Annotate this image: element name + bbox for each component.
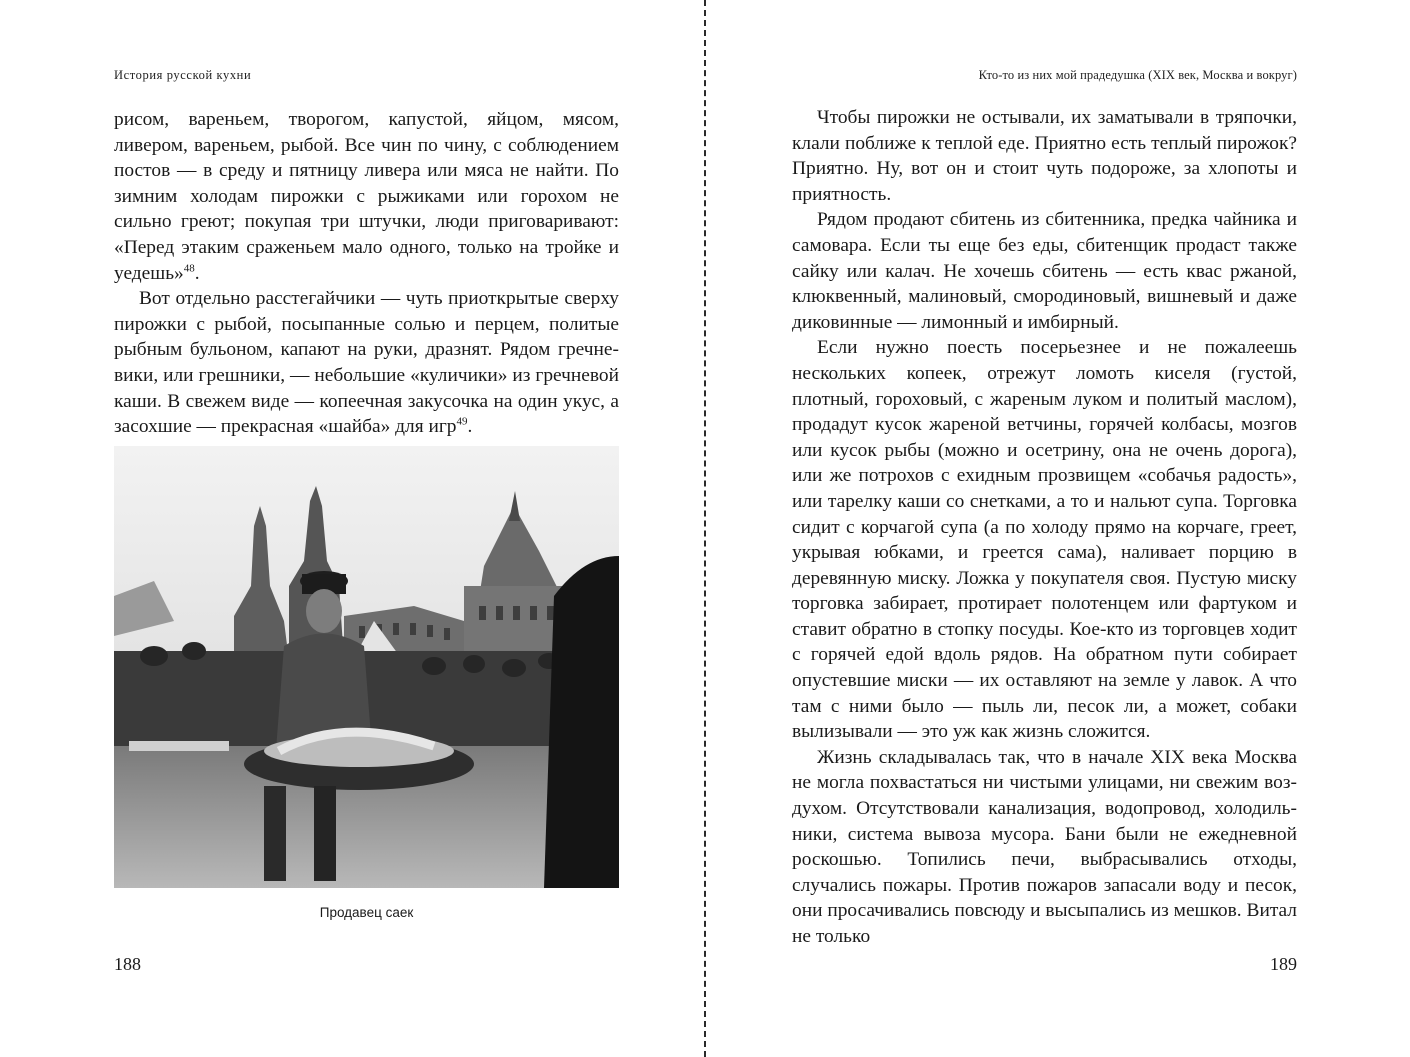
running-head-left: История русской кухни — [114, 68, 252, 82]
footnote-ref-49[interactable]: 49 — [456, 415, 468, 428]
photo-caption: Продавец саек — [319, 905, 414, 920]
market-vendor-photo — [114, 446, 619, 888]
paragraph-1: рисом, вареньем, творогом, капустой, яйцом, мясом, ливером, вареньем, рыбой. Все чин по чину, с соблюдением постов — в среду и пятницу ливера или мяса не найти. По зимним холодам пирожки с рыжиками или горохом не сильно греют; покупая три штучки, люди приговаривают: «Перед этаким сраженьем мало одного, только на тройке и уедешь»$^{48}$. — [114, 109, 619, 284]
paragraph-1: Чтобы пирожки не остывали, их заматывали в тряпочки, клали поближе к теплой еде. Приятно есть теплый пирожок? Приятно. Ну, вот он и стоит чуть подороже, за хлопоты и приятность. — [792, 107, 1297, 205]
page-number-left: 188 — [114, 954, 141, 974]
footnote-ref-48[interactable]: 48 — [183, 262, 195, 275]
right-page — [792, 0, 1297, 1057]
page-number-right: 189 — [1270, 954, 1297, 974]
right-body-text — [792, 105, 1297, 950]
photo-illustration — [114, 446, 619, 888]
paragraph-3: Если нужно поесть посерьезнее и не пожалеешь нескольких копеек, отрежут ломоть киселя (густой, плотный, гороховый, с жареным луком и политый маслом), продадут кусок жареной ветчины, горячей колбасы, мозгов или кусок рыбы (можно и осетрину, она не очень дорога), или же потрохов с ехидным прозвищем «собачья радость», или тарелку каши со снетками, а то и нальют супа. Торговка сидит с корчагой супа (а по холоду прямо на корчаге, греет, укрывая юбками, и греется сама), наливает порцию в деревянную миску. Ложка у покупателя своя. Пустую миску торговка забирает, протирает полотенцем или фартуком и ставит обратно в стопку посуды. Кое-кто из торговцев ходит с горячей едой вдоль рядов. На обратном пути собирает опустевшие миски — их оставляют на земле у лавок. А что там с ними было — пыль ли, песок ли, а может, собаки вылизывали — это уж как жизнь сложится. — [792, 337, 1297, 743]
page-divider — [704, 0, 706, 1057]
left-body-text — [114, 107, 619, 440]
running-head-right: Кто-то из них мой прадедушка (XIX век, Москва и вокруг) — [978, 68, 1297, 82]
left-page — [114, 0, 619, 1057]
paragraph-2: Вот отдельно расстегайчики — чуть приоткрытые сверху пирожки с рыбой, посыпанные солью и перцем, политые рыбным бульоном, капают на руки, дразнят. Рядом гречневики, или грешники, — небольшие «куличики» из гречневой каши. В свежем виде — копеечная закусочка на один укус, а засохшие — прекрасная «шайба» для игр$^{49}$. — [114, 288, 619, 438]
paragraph-4: Жизнь складывалась так, что в начале XIX века Москва не могла похвастаться ни чистыми улицами, ни свежим воздухом. Отсутствовали канализация, водопровод, холодильники, система вывоза мусора. Бани были не ежедневной роскошью. Топились печи, выбрасывались отходы, случались пожары. Против пожаров запасали воду и песок, они просачивались повсюду и высыпались из мешков. Витал не только — [792, 746, 1297, 947]
paragraph-2: Рядом продают сбитень из сбитенника, предка чайника и самовара. Если ты еще без еды, сбитенщик продаст также сайку или калач. Не хочешь сбитень — есть квас ржаной, клюквенный, малиновый, смородиновый, вишневый и даже диковинные — лимонный и имбирный. — [792, 209, 1297, 333]
